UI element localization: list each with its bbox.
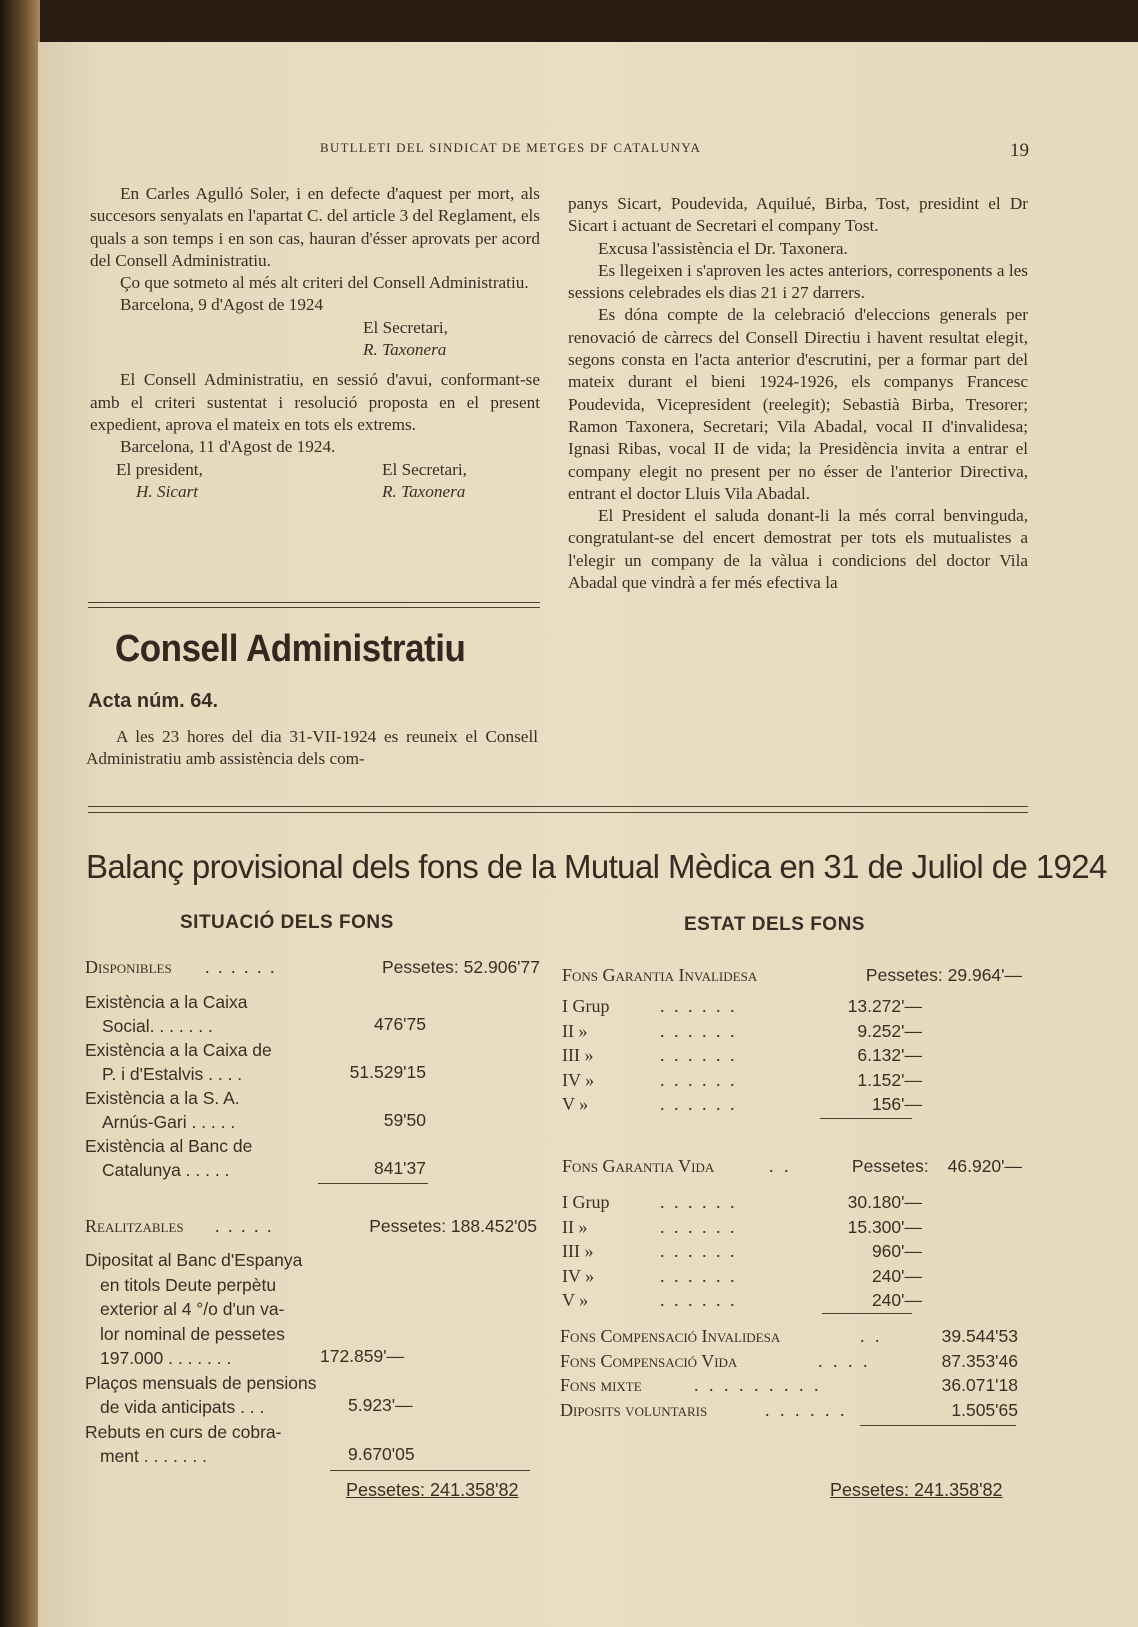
paragraph: En Carles Agulló Soler, i en defecte d'aquest per mort, als succesors senyalats en l'apartat C. del article 3 del Reglament, els quals a son temps i en son cas, hauran d'ésser aprovats per acord del Consell Administratiu.	[90, 184, 540, 270]
group-value: 1.152'—	[857, 1069, 922, 1090]
item-value: 841'37	[373, 1158, 426, 1178]
item-label: Dipositat al Banc d'Espanya	[85, 1250, 303, 1270]
section-intro	[86, 726, 538, 771]
group-value: 960'—	[871, 1241, 922, 1261]
leader-dots: . . . . .	[215, 1216, 274, 1236]
fgi-label: Fons Garantia Invalidesa	[562, 965, 758, 985]
paragraph: Ço que sotmeto al més alt criteri del Consell Administratiu.	[120, 273, 529, 293]
leader-dots: . . . . . .	[660, 996, 737, 1016]
fgi-total: Pessetes: 29.964'—	[865, 965, 1022, 985]
item-label: Existència a la Caixa de	[85, 1040, 272, 1060]
divider	[88, 812, 1028, 813]
item-label: de vida anticipats . . .	[100, 1397, 265, 1417]
subtotal-rule	[330, 1470, 530, 1471]
page-number: 19	[1010, 140, 1029, 161]
item-label: Existència a la Caixa	[85, 992, 248, 1012]
date-line: Barcelona, 9 d'Agost de 1924	[120, 295, 324, 315]
leader-dots: . . . .	[818, 1350, 871, 1371]
leader-dots: . .	[769, 1156, 792, 1176]
signature-title: El Secretari,	[363, 317, 448, 337]
item-label: Catalunya . . . . .	[102, 1160, 230, 1180]
date-line: Barcelona, 11 d'Agost de 1924.	[120, 437, 336, 457]
signature-name: R. Taxonera	[363, 340, 447, 360]
item-value: 476'75	[373, 1014, 426, 1034]
group-value: 15.300'—	[847, 1216, 922, 1237]
leader-dots: . . . . . .	[660, 1265, 737, 1286]
item-label: Plaços mensuals de pensions	[85, 1372, 317, 1393]
left-heading: SITUACIÓ DELS FONS	[180, 912, 394, 933]
paragraph: Es dóna compte de la celebració d'eleccions generals per renovació de càrrecs del Consell Directiu i havent resultat elegit, segons consta en l'acta anterior d'escrutini, per a formar part del mateix durant el bieni 1924-1926, els companys Francesc Poudevida, Vicepresident (reelegit); Sebastià Birba, Tresorer; Ramon Taxonera, Secretari; Vila Abadal, vocal II d'invalidesa; Ignasi Ribas, vocal II de vida; la Presidència invita a entrar el company elegit no present per no ésser de l'anterior Directiva, entrant el doctor Lluis Vila Abadal.	[568, 305, 1028, 503]
group-label: II »	[562, 1216, 588, 1237]
fund-label: Fons Compensació Vida	[560, 1350, 738, 1371]
group-value: 156'—	[871, 1094, 922, 1114]
leader-dots: . . . . . .	[765, 1399, 848, 1420]
item-value: 172.859'—	[320, 1346, 405, 1366]
signature-title: El Secretari,	[382, 459, 467, 479]
fgv-label: Fons Garantia Vida	[562, 1156, 715, 1176]
right-grand-total: Pessetes: 241.358'82	[830, 1480, 1003, 1500]
subtotal-rule	[318, 1183, 428, 1184]
leader-dots: . .	[860, 1326, 883, 1346]
item-label: Existència a la S. A.	[85, 1088, 240, 1108]
balance-title: Balanç provisional dels fons de la Mutual Mèdica en 31 de Juliol de 1924	[86, 848, 1107, 885]
group-label: IV »	[562, 1265, 595, 1286]
fund-label: Fons Compensació Invalidesa	[560, 1326, 781, 1346]
fund-label: Fons mixte	[560, 1375, 642, 1395]
other-funds	[560, 1324, 1018, 1422]
realitzables-total: Pessetes: 188.452'05	[369, 1216, 537, 1236]
item-label: Rebuts en curs de cobra-	[85, 1421, 282, 1442]
group-label: II »	[562, 1020, 588, 1041]
item-value: 9.670'05	[348, 1444, 415, 1464]
paragraph: El Consell Administratiu, en sessió d'avui, conformant-se amb el criteri sustentat i resolució proposta en el present expedient, aprova el mateix en tots els extrems.	[90, 370, 540, 434]
paragraph: A les 23 hores del dia 31-VII-1924 es reuneix el Consell Administratiu amb assistència dels com-	[86, 727, 538, 769]
item-label: lor nominal de pessetes	[100, 1323, 285, 1344]
leader-dots: . . . . . .	[660, 1094, 737, 1114]
right-column	[568, 193, 1028, 594]
group-value: 30.180'—	[847, 1192, 922, 1212]
fgv-list	[562, 1190, 922, 1313]
leader-dots: . . . . . . . . .	[694, 1375, 822, 1395]
right-heading: ESTAT DELS FONS	[684, 914, 865, 935]
disponibles-row	[85, 955, 540, 979]
item-label: Existència al Banc de	[85, 1136, 253, 1156]
group-value: 13.272'—	[847, 996, 922, 1016]
group-value: 6.132'—	[857, 1045, 922, 1065]
realitzables-row	[85, 1214, 537, 1238]
leader-dots: . . . . . .	[660, 1216, 737, 1237]
item-label: Arnús-Gari . . . . .	[102, 1112, 236, 1132]
running-header: BUTLLETI DEL SINDICAT DE METGES DF CATALUNYA	[320, 140, 702, 155]
group-label: I Grup	[562, 996, 610, 1016]
divider	[88, 602, 540, 603]
fund-value: 36.071'18	[941, 1375, 1018, 1395]
item-label: ment . . . . . . .	[100, 1446, 207, 1466]
fund-label: Diposits voluntaris	[560, 1399, 708, 1420]
item-value: 59'50	[383, 1110, 426, 1130]
subtotal-rule	[820, 1118, 912, 1119]
signature-name: H. Sicart	[136, 481, 199, 501]
item-label: exterior al 4 °/o d'un va-	[100, 1299, 285, 1319]
disponibles-total: Pessetes: 52.906'77	[381, 957, 540, 977]
signature-name: R. Taxonera	[382, 481, 466, 501]
group-label: V »	[562, 1290, 589, 1310]
fgi-row	[562, 963, 1022, 987]
item-label: 197.000 . . . . . . .	[100, 1348, 232, 1368]
item-value: 51.529'15	[349, 1062, 426, 1082]
paragraph: panys Sicart, Poudevida, Aquilué, Birba, Tost, presidint el Dr Sicart i actuant de Secretari el company Tost.	[568, 194, 1028, 236]
item-label: P. i d'Estalvis . . . .	[102, 1064, 243, 1084]
group-label: IV »	[562, 1069, 595, 1090]
leader-dots: . . . . . .	[660, 1192, 737, 1212]
disponibles-label: Disponibles	[85, 957, 172, 977]
leader-dots: . . . . . .	[660, 1241, 737, 1261]
section-title: Consell Administratiu	[115, 628, 466, 670]
group-label: I Grup	[562, 1192, 610, 1212]
left-grand-total: Pessetes: 241.358'82	[346, 1480, 519, 1500]
group-label: V »	[562, 1094, 589, 1114]
fund-value: 87.353'46	[941, 1350, 1018, 1371]
group-value: 240'—	[871, 1265, 922, 1286]
subtotal-rule	[860, 1425, 1016, 1426]
group-label: III »	[562, 1241, 594, 1261]
divider	[88, 607, 540, 608]
book-binding	[0, 0, 40, 1627]
leader-dots: . . . . . .	[205, 957, 277, 977]
leader-dots: . . . . . .	[660, 1045, 737, 1065]
leader-dots: . . . . . .	[660, 1020, 737, 1041]
fgv-total: Pessetes: 46.920'—	[851, 1156, 1022, 1176]
realitzables-label: Realitzables	[85, 1216, 184, 1236]
leader-dots: . . . . . .	[660, 1069, 737, 1090]
fgi-list	[562, 994, 922, 1117]
signature-title: El president,	[116, 459, 203, 479]
item-label: Social. . . . . . .	[102, 1016, 213, 1036]
paragraph: Excusa l'assistència el Dr. Taxonera.	[598, 238, 848, 258]
leader-dots: . . . . . .	[660, 1290, 737, 1310]
fgv-row	[562, 1154, 1022, 1178]
acta-number: Acta núm. 64.	[88, 690, 219, 712]
fund-value: 39.544'53	[941, 1326, 1018, 1346]
group-value: 9.252'—	[857, 1020, 922, 1041]
group-value: 240'—	[871, 1290, 922, 1310]
subtotal-rule	[822, 1313, 912, 1314]
left-column	[90, 183, 540, 503]
paragraph: Es llegeixen i s'aproven les actes anteriors, corresponents a les sessions celebrades els dias 21 i 27 darrers.	[568, 260, 1028, 303]
item-label: en titols Deute perpètu	[100, 1274, 277, 1295]
item-value: 5.923'—	[348, 1395, 413, 1415]
group-label: III »	[562, 1045, 594, 1065]
paragraph: El President el saluda donant-li la més corral benvinguda, congratulant-se del encert demostrat per tots els mutualistes a l'elegir un company de la vàlua i condicions del doctor Vila Abadal que vindrà a fer més efectiva la	[568, 506, 1028, 593]
divider	[88, 806, 1028, 807]
fund-value: 1.505'65	[951, 1399, 1018, 1420]
